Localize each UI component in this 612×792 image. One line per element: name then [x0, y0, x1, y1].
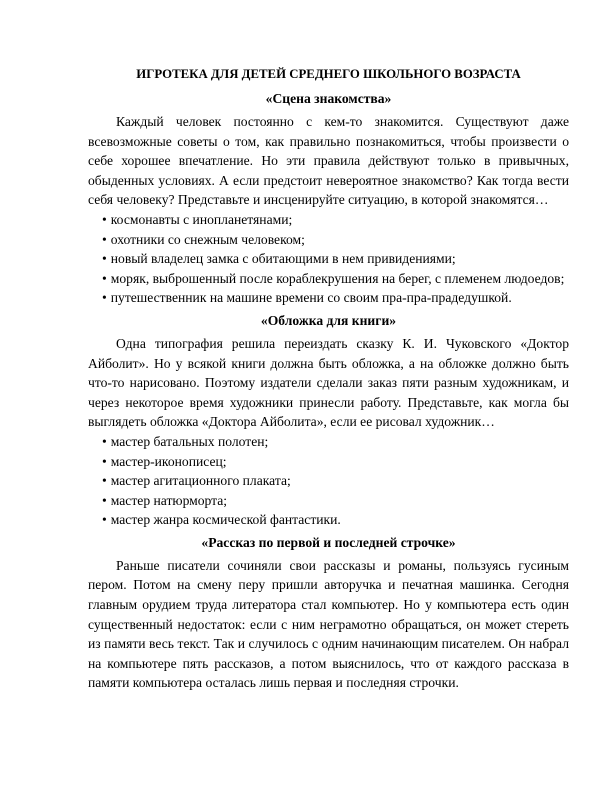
list-item: [88, 230, 569, 250]
list-item: [88, 249, 569, 269]
section-heading: «Сцена знакомства»: [265, 91, 392, 106]
list-item-text: новый владелец замка с обитающими в нем привидениями;: [110, 251, 456, 267]
list-item-text: моряк, выброшенный после кораблекрушения на берег, с племенем людоедов;: [110, 270, 565, 286]
bullet-icon: •: [102, 231, 107, 247]
bullet-icon: •: [102, 433, 107, 449]
bullet-icon: •: [102, 251, 107, 267]
bullet-icon: •: [102, 211, 107, 227]
bullet-list: [88, 210, 569, 308]
list-item-text: мастер жанра космической фантастики.: [110, 512, 341, 528]
list-item-text: мастер агитационного плаката;: [110, 473, 291, 489]
section-paragraph: Каждый человек постоянно с кем-то знакомится. Существуют даже всевозможные советы о том, как правильно познакомиться, чтобы произвести о себе хорошее впечатление. Но эти правила действуют только в привычных, обыденных условиях. А если предстоит невероятное знакомство? Как тогда вести себя человеку? Представьте и инсценируйте ситуацию, в которой знакомятся…: [88, 114, 569, 208]
list-item: [88, 288, 569, 308]
list-item: [88, 471, 569, 491]
list-item-text: путешественник на машине времени со своим пра-пра-прадедушкой.: [110, 290, 512, 306]
list-item: [88, 510, 569, 530]
section-heading: «Рассказ по первой и последней строчке»: [201, 534, 456, 550]
list-item-text: мастер батальных полотен;: [110, 433, 269, 449]
list-item: [88, 210, 569, 230]
section-paragraph: Раньше писатели сочиняли свои рассказы и романы, пользуясь гусиным пером. Потом на смену перу пришли авторучка и печатная машинка. Сегодня главным орудием труда литератора стал компьютер. Но у компьютера есть один существенный недостаток: если с ним неграмотно обращаться, он может стереть из памяти весь текст. Так и случилось с одним начинающим писателем. Он набрал на компьютере пять рассказов, а потом выяснилось, что от каждого рассказа в памяти компьютера осталась лишь первая и последняя строчки.: [88, 557, 569, 691]
bullet-icon: •: [102, 473, 107, 489]
bullet-icon: •: [102, 492, 107, 508]
list-item-text: мастер натюрморта;: [110, 492, 228, 508]
bullet-icon: •: [102, 512, 107, 528]
list-item-text: космонавты с инопланетянами;: [110, 211, 293, 227]
document-page: [88, 54, 569, 693]
bullet-icon: •: [102, 453, 107, 469]
list-item-text: мастер-иконописец;: [110, 453, 227, 469]
bullet-icon: •: [102, 290, 107, 306]
bullet-icon: •: [102, 270, 107, 286]
list-item: [88, 491, 569, 511]
section-heading: «Обложка для книги»: [260, 312, 397, 328]
list-item: [88, 269, 569, 289]
bullet-list: [88, 432, 569, 530]
list-item: [88, 432, 569, 452]
section-paragraph: Одна типография решила переиздать сказку К. И. Чуковского «Доктор Айболит». Но у всякой книги должна быть обложка, а на обложке должно быть что-то нарисовано. Поэтому издатели сделали заказ пяти разным художникам, и через некоторое время художники принесли работу. Представьте, как могла бы выглядеть обложка «Доктора Айболита», если ее рисовал художник…: [88, 335, 569, 430]
document-title: ИГРОТЕКА ДЛЯ ДЕТЕЙ СРЕДНЕГО ШКОЛЬНОГО ВОЗРАСТА: [136, 67, 521, 81]
list-item: [88, 452, 569, 472]
list-item-text: охотники со снежным человеком;: [110, 231, 305, 247]
